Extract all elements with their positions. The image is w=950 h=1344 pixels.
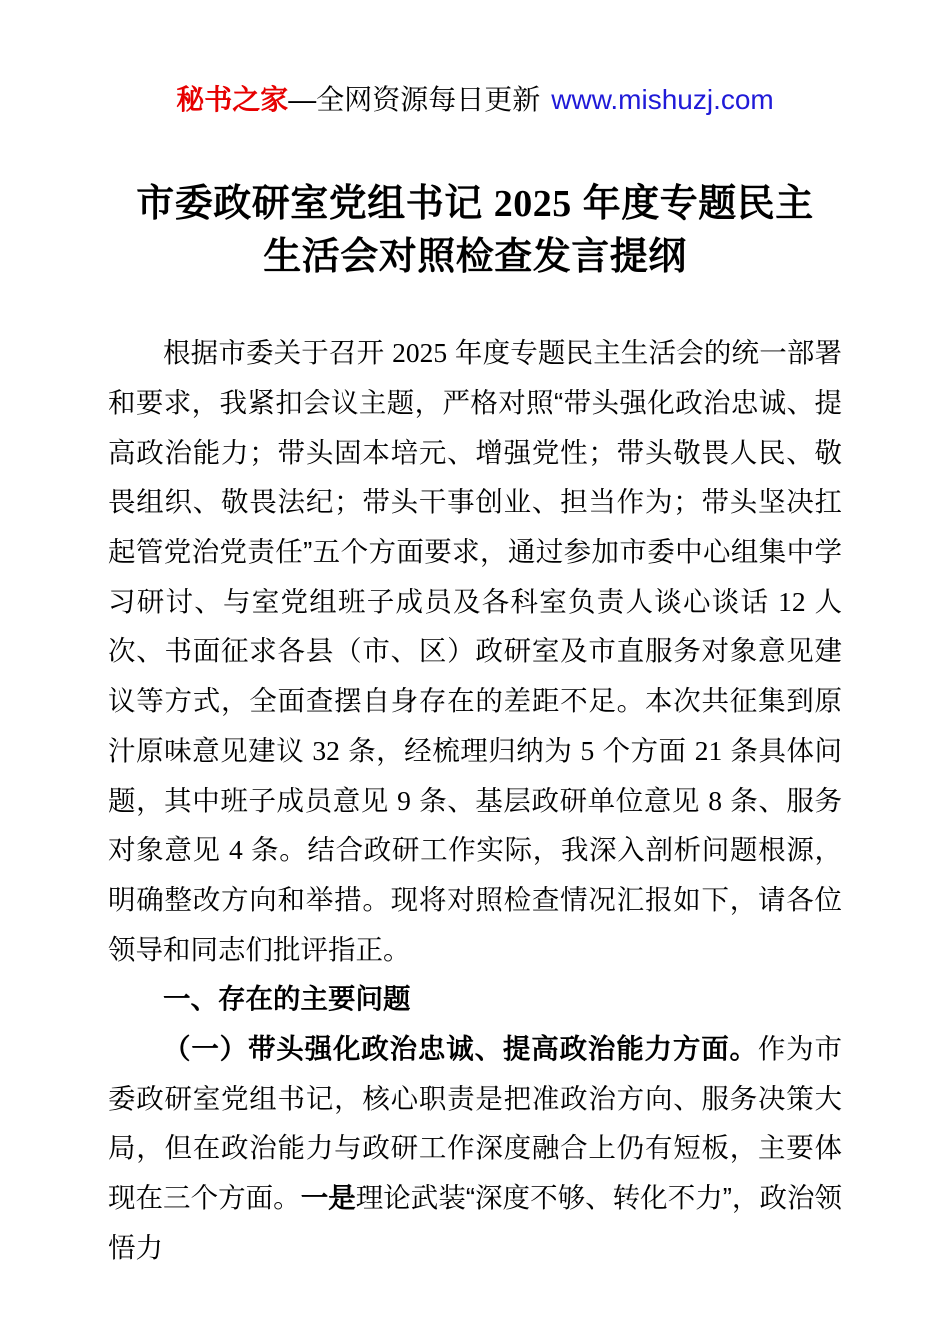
- title-line: 市委政研室党组书记 2025 年度专题民主: [136, 183, 814, 226]
- document-body: [108, 328, 842, 1272]
- banner-tagline: —全网资源每日更新: [288, 84, 541, 115]
- bold-text-run: 一、存在的主要问题: [163, 983, 411, 1015]
- banner-url[interactable]: www.mishuzj.com: [551, 84, 774, 115]
- text-run: 理论武装“深度不够、转化不力”，政治领悟力: [108, 1182, 843, 1263]
- paragraph: [108, 328, 842, 974]
- text-run: 作为市委政研室党组书记，核心职责是把准政治方向、服务决策大局，但在政治能力与政研工作深度融合上仍有短板，主要体现在三个方面。: [108, 1033, 843, 1214]
- bold-text-run: （一）带头强化政治忠诚、提高政治能力方面。: [163, 1033, 758, 1065]
- text-run: 根据市委关于召开 2025 年度专题民主生活会的统一部署和要求，我紧扣会议主题，严格对照“带头强化政治忠诚、提高政治能力；带头固本培元、增强党性；带头敬畏人民、敬畏组织、敬畏法纪；带头干事创业、担当作为；带头坚决扛起管党治党责任”五个方面要求，通过参加市委中心组集中学习研讨、与室党组班子成员及各科室负责人谈心谈话 12 人次、书面征求各县（市、区）政研室及市直服务对象意见建议等方式，全面查摆自身存在的差距不足。本次共征集到原汁原味意见建议 32 条，经梳理归纳为 5 个方面 21 条具体问题，其中班子成员意见 9 条、基层政研单位意见 8 条、服务对象意见 4 条。结合政研工作实际，我深入剖析问题根源，明确整改方向和举措。现将对照检查情况汇报如下，请各位领导和同志们批评指正。: [108, 337, 843, 965]
- paragraph: [108, 1024, 842, 1273]
- brand-name: 秘书之家: [176, 84, 289, 115]
- site-banner: [0, 0, 950, 116]
- section-heading: [108, 974, 842, 1024]
- bold-text-run: 一是: [300, 1182, 356, 1214]
- document-title: [0, 178, 950, 284]
- title-line: 生活会对照检查发言提纲: [263, 236, 687, 279]
